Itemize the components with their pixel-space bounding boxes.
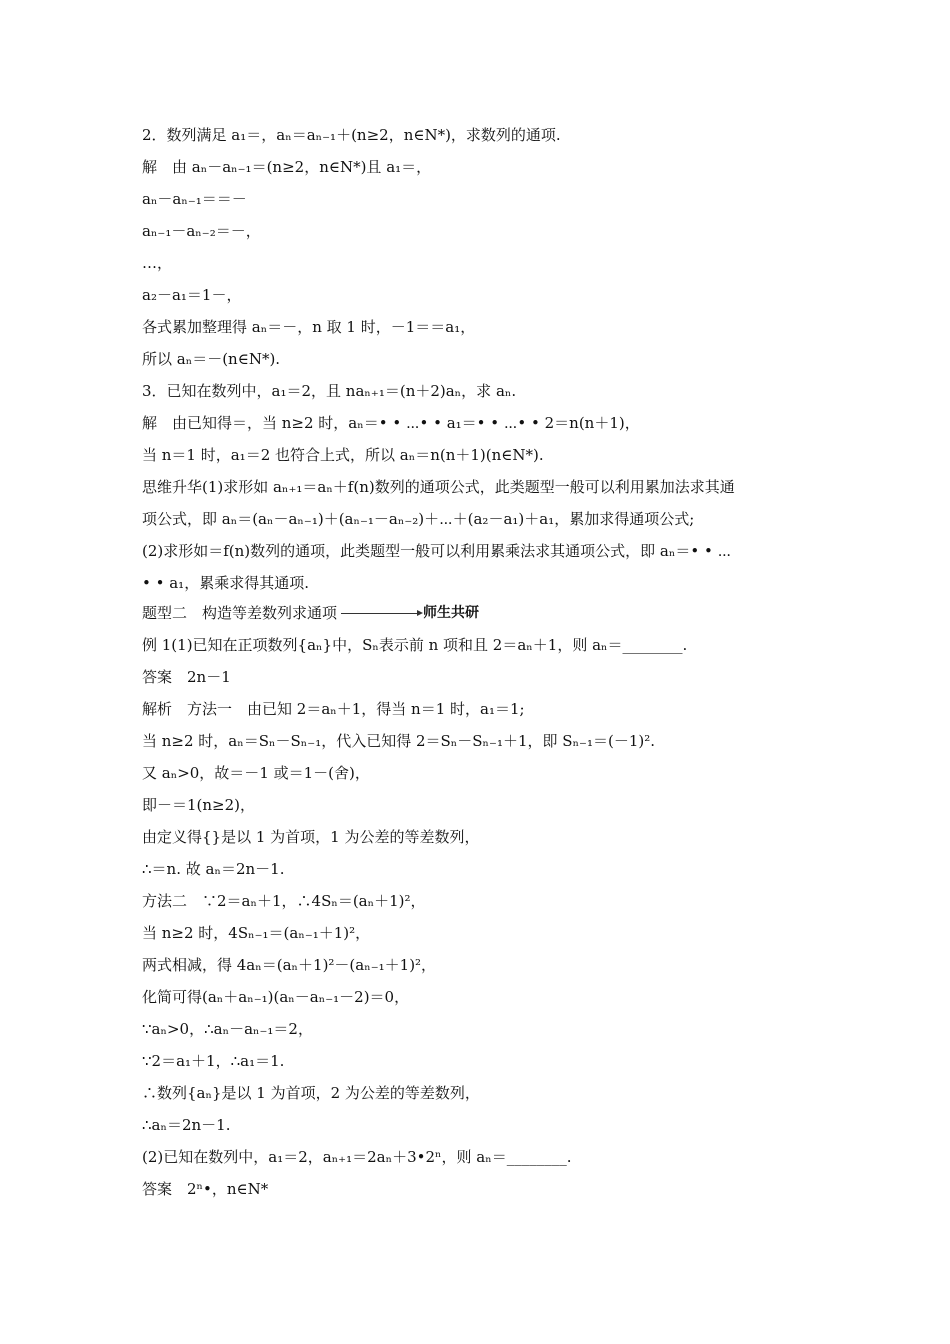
text-line: 解 由已知得＝，当 n≥2 时，aₙ＝• • ⋯• • a₁＝• • ⋯• • 2＝n(n＋1)，	[142, 414, 640, 432]
text-line: 解 由 aₙ－aₙ₋₁＝(n≥2，n∈N*)且 a₁＝，	[142, 158, 432, 176]
text-line: 例 1(1)已知在正项数列{aₙ}中，Sₙ表示前 n 项和且 2＝aₙ＋1，则 aₙ＝________.	[142, 636, 688, 654]
text-line: • • a₁，累乘求得其通项.	[142, 574, 309, 592]
text-line: aₙ－aₙ₋₁＝＝－	[142, 190, 247, 208]
text-line: (2)已知在数列中，a₁＝2，aₙ₊₁＝2aₙ＋3•2ⁿ，则 aₙ＝________.	[142, 1148, 572, 1166]
text-line: 答案 2ⁿ•，n∈N*	[142, 1180, 269, 1198]
text-line: 又 aₙ>0，故＝－1 或＝1－(舍)，	[142, 764, 370, 782]
text-line: a₂－a₁＝1－，	[142, 286, 242, 304]
text-line: ∴数列{aₙ}是以 1 为首项，2 为公差的等差数列，	[142, 1084, 480, 1102]
text-line: (2)求形如＝f(n)数列的通项，此类题型一般可以利用累乘法求其通项公式，即 aₙ＝• • ⋯	[142, 542, 732, 560]
section-title: 题型二 构造等差数列求通项	[142, 604, 338, 622]
text-line: 答案 2n－1	[142, 668, 231, 686]
text-line: …，	[142, 254, 173, 272]
text-line: ∵aₙ>0，∴aₙ－aₙ₋₁＝2，	[142, 1020, 313, 1038]
text-line: 当 n＝1 时，a₁＝2 也符合上式，所以 aₙ＝n(n＋1)(n∈N*).	[142, 446, 544, 464]
text-line: 3．已知在数列中，a₁＝2，且 naₙ₊₁＝(n＋2)aₙ，求 aₙ.	[142, 382, 517, 400]
text-line: aₙ₋₁－aₙ₋₂＝－，	[142, 222, 261, 240]
text-line: 化简可得(aₙ＋aₙ₋₁)(aₙ－aₙ₋₁－2)＝0，	[142, 988, 410, 1006]
text-line: 所以 aₙ＝－(n∈N*).	[142, 350, 281, 368]
text-line: 2．数列满足 a₁＝，aₙ＝aₙ₋₁＋(n≥2，n∈N*)，求数列的通项.	[142, 126, 561, 144]
text-line: 当 n≥2 时，4Sₙ₋₁＝(aₙ₋₁＋1)²，	[142, 924, 371, 942]
text-line: 各式累加整理得 aₙ＝－，n 取 1 时，－1＝＝a₁，	[142, 318, 476, 336]
arrow-icon	[341, 613, 421, 614]
text-line: 当 n≥2 时，aₙ＝Sₙ－Sₙ₋₁，代入已知得 2＝Sₙ－Sₙ₋₁＋1，即 Sₙ₋₁＝(－1)².	[142, 732, 656, 750]
text-line: 项公式，即 aₙ＝(aₙ－aₙ₋₁)＋(aₙ₋₁－aₙ₋₂)＋⋯＋(a₂－a₁)＋a₁，累加求得通项公式;	[142, 510, 695, 528]
text-line: ∴aₙ＝2n－1.	[142, 1116, 231, 1134]
section-tag: 师生共研	[423, 605, 480, 621]
text-line: 方法二 ∵2＝aₙ＋1，∴4Sₙ＝(aₙ＋1)²，	[142, 892, 426, 910]
text-line: ∵2＝a₁＋1，∴a₁＝1.	[142, 1052, 285, 1070]
text-line: ∴＝n. 故 aₙ＝2n－1.	[142, 860, 285, 878]
text-line: 由定义得{}是以 1 为首项，1 为公差的等差数列，	[142, 828, 480, 846]
text-line: 思维升华(1)求形如 aₙ₊₁＝aₙ＋f(n)数列的通项公式，此类题型一般可以利用累加法求其通	[142, 478, 735, 496]
text-line: 两式相减，得 4aₙ＝(aₙ＋1)²－(aₙ₋₁＋1)²，	[142, 956, 437, 974]
text-line: 解析 方法一 由已知 2＝aₙ＋1，得当 n＝1 时，a₁＝1;	[142, 700, 525, 718]
text-line: 即－＝1(n≥2)，	[142, 796, 256, 814]
section-banner	[142, 603, 830, 623]
